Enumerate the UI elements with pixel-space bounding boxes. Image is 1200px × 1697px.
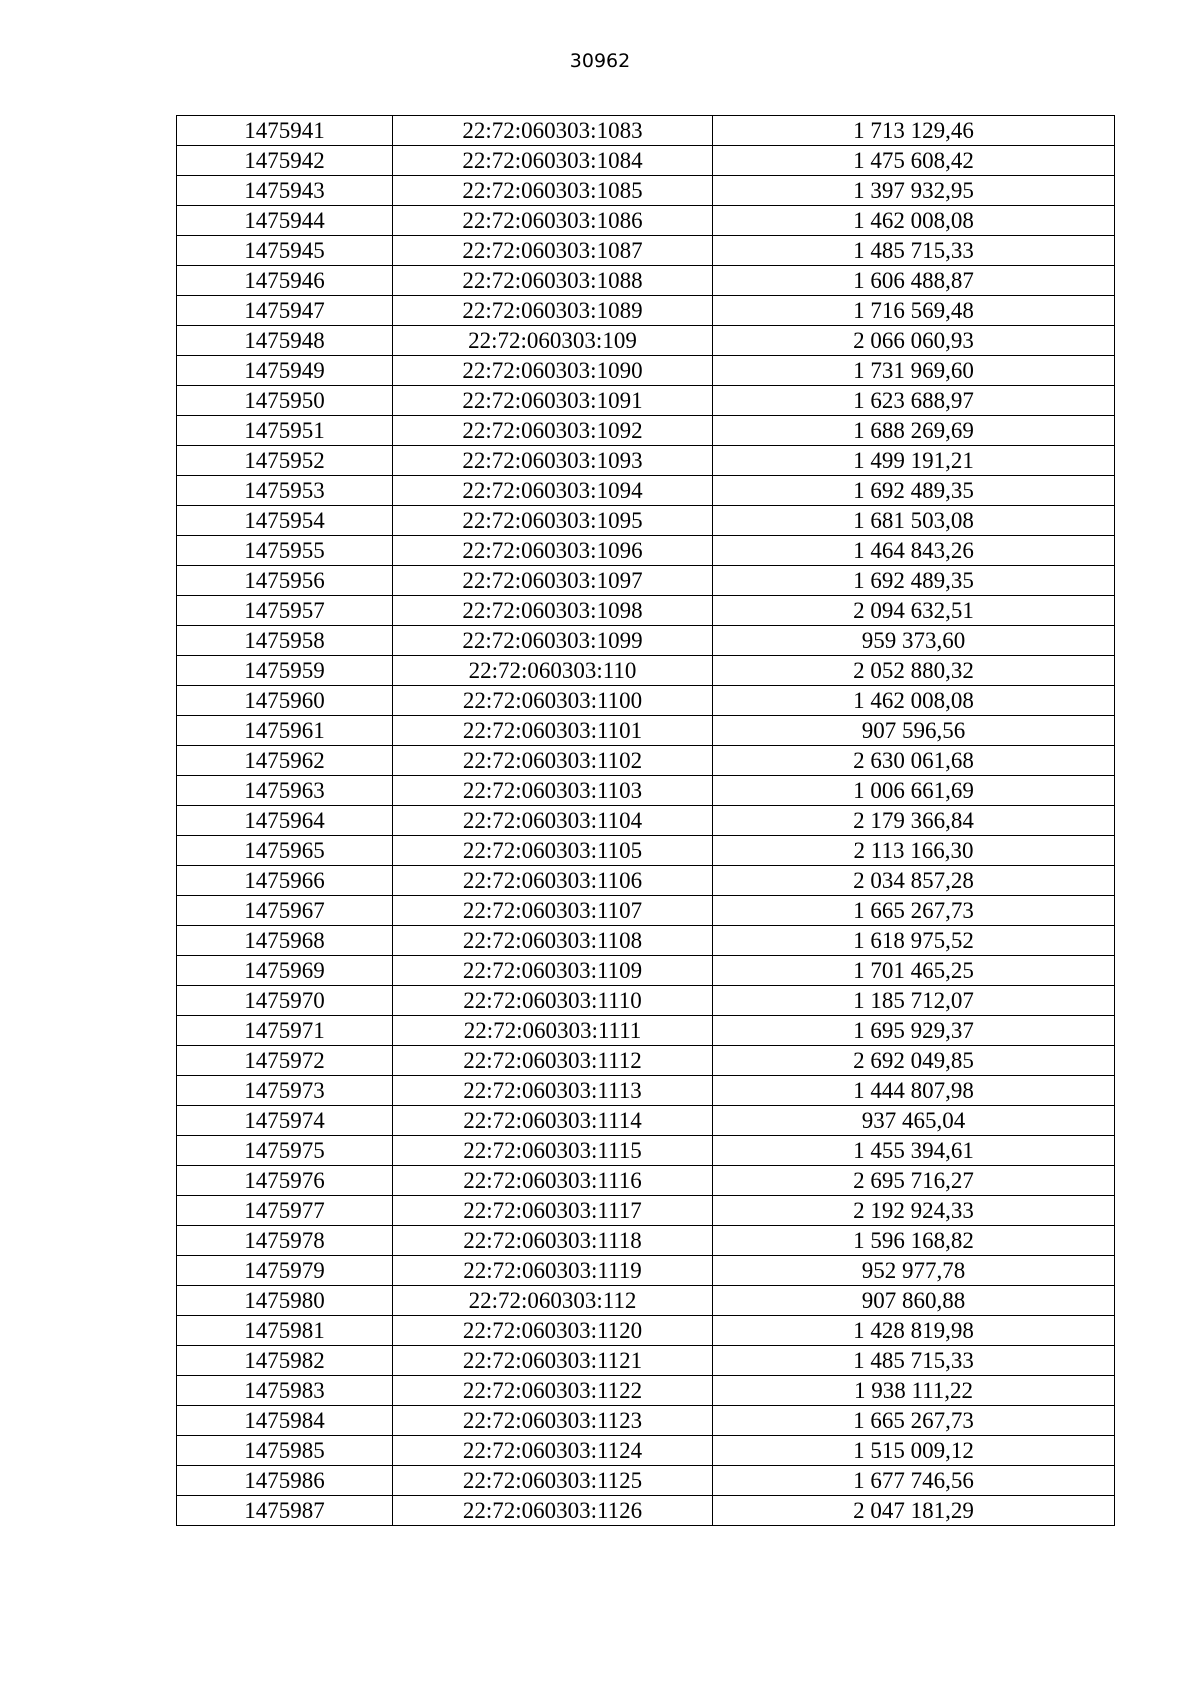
value-cell: 2 052 880,32 [713, 656, 1115, 686]
table-row [177, 956, 1115, 986]
value-cell: 1 462 008,08 [713, 206, 1115, 236]
value-cell: 1 618 975,52 [713, 926, 1115, 956]
row-number-cell: 1475946 [177, 266, 393, 296]
row-number-cell: 1475970 [177, 986, 393, 1016]
row-number-cell: 1475975 [177, 1136, 393, 1166]
cadastral-number-cell: 22:72:060303:1103 [393, 776, 713, 806]
table-row [177, 266, 1115, 296]
row-number-cell: 1475952 [177, 446, 393, 476]
row-number-cell: 1475962 [177, 746, 393, 776]
cadastral-number-cell: 22:72:060303:1095 [393, 506, 713, 536]
row-number-cell: 1475953 [177, 476, 393, 506]
value-cell: 1 485 715,33 [713, 1346, 1115, 1376]
row-number-cell: 1475979 [177, 1256, 393, 1286]
value-cell: 1 464 843,26 [713, 536, 1115, 566]
table-row [177, 536, 1115, 566]
value-cell: 907 596,56 [713, 716, 1115, 746]
table-row [177, 326, 1115, 356]
cadastral-number-cell: 22:72:060303:112 [393, 1286, 713, 1316]
page-number: 30962 [569, 50, 631, 72]
row-number-cell: 1475963 [177, 776, 393, 806]
row-number-cell: 1475966 [177, 866, 393, 896]
table-row [177, 1106, 1115, 1136]
cadastral-number-cell: 22:72:060303:1101 [393, 716, 713, 746]
cadastral-number-cell: 22:72:060303:1125 [393, 1466, 713, 1496]
row-number-cell: 1475948 [177, 326, 393, 356]
table-row [177, 1046, 1115, 1076]
cadastral-number-cell: 22:72:060303:1118 [393, 1226, 713, 1256]
row-number-cell: 1475959 [177, 656, 393, 686]
cadastral-number-cell: 22:72:060303:1113 [393, 1076, 713, 1106]
value-cell: 1 455 394,61 [713, 1136, 1115, 1166]
cadastral-number-cell: 22:72:060303:1085 [393, 176, 713, 206]
table-row [177, 1466, 1115, 1496]
cadastral-number-cell: 22:72:060303:1110 [393, 986, 713, 1016]
row-number-cell: 1475954 [177, 506, 393, 536]
cadastral-number-cell: 22:72:060303:1086 [393, 206, 713, 236]
value-cell: 2 695 716,27 [713, 1166, 1115, 1196]
value-cell: 1 606 488,87 [713, 266, 1115, 296]
value-cell: 2 047 181,29 [713, 1496, 1115, 1526]
value-cell: 2 692 049,85 [713, 1046, 1115, 1076]
cadastral-number-cell: 22:72:060303:1120 [393, 1316, 713, 1346]
table-row [177, 836, 1115, 866]
table-row [177, 1346, 1115, 1376]
table-row [177, 596, 1115, 626]
table-row [177, 116, 1115, 146]
row-number-cell: 1475956 [177, 566, 393, 596]
table-row [177, 656, 1115, 686]
row-number-cell: 1475942 [177, 146, 393, 176]
value-cell: 1 428 819,98 [713, 1316, 1115, 1346]
cadastral-number-cell: 22:72:060303:1116 [393, 1166, 713, 1196]
table-row [177, 146, 1115, 176]
cadastral-number-cell: 22:72:060303:1122 [393, 1376, 713, 1406]
table-row [177, 626, 1115, 656]
value-cell: 1 938 111,22 [713, 1376, 1115, 1406]
cadastral-number-cell: 22:72:060303:1114 [393, 1106, 713, 1136]
registry-table [176, 115, 1115, 1526]
table-row [177, 716, 1115, 746]
row-number-cell: 1475943 [177, 176, 393, 206]
row-number-cell: 1475958 [177, 626, 393, 656]
value-cell: 1 681 503,08 [713, 506, 1115, 536]
row-number-cell: 1475945 [177, 236, 393, 266]
cadastral-number-cell: 22:72:060303:1126 [393, 1496, 713, 1526]
value-cell: 937 465,04 [713, 1106, 1115, 1136]
cadastral-number-cell: 22:72:060303:1088 [393, 266, 713, 296]
row-number-cell: 1475980 [177, 1286, 393, 1316]
table-row [177, 1316, 1115, 1346]
value-cell: 1 006 661,69 [713, 776, 1115, 806]
cadastral-number-cell: 22:72:060303:1096 [393, 536, 713, 566]
value-cell: 1 596 168,82 [713, 1226, 1115, 1256]
table-row [177, 1376, 1115, 1406]
cadastral-number-cell: 22:72:060303:1124 [393, 1436, 713, 1466]
value-cell: 1 716 569,48 [713, 296, 1115, 326]
cadastral-number-cell: 22:72:060303:109 [393, 326, 713, 356]
cadastral-number-cell: 22:72:060303:1091 [393, 386, 713, 416]
table-row [177, 1226, 1115, 1256]
cadastral-number-cell: 22:72:060303:1083 [393, 116, 713, 146]
value-cell: 2 179 366,84 [713, 806, 1115, 836]
table-row [177, 296, 1115, 326]
value-cell: 959 373,60 [713, 626, 1115, 656]
table-row [177, 866, 1115, 896]
value-cell: 1 688 269,69 [713, 416, 1115, 446]
row-number-cell: 1475944 [177, 206, 393, 236]
cadastral-number-cell: 22:72:060303:1090 [393, 356, 713, 386]
table-row [177, 806, 1115, 836]
row-number-cell: 1475961 [177, 716, 393, 746]
value-cell: 1 665 267,73 [713, 896, 1115, 926]
table-row [177, 236, 1115, 266]
cadastral-number-cell: 22:72:060303:1093 [393, 446, 713, 476]
table-row [177, 1196, 1115, 1226]
table-row [177, 1166, 1115, 1196]
cadastral-number-cell: 22:72:060303:1117 [393, 1196, 713, 1226]
value-cell: 1 695 929,37 [713, 1016, 1115, 1046]
registry-table-body [177, 116, 1115, 1526]
value-cell: 952 977,78 [713, 1256, 1115, 1286]
value-cell: 1 677 746,56 [713, 1466, 1115, 1496]
table-row [177, 1016, 1115, 1046]
row-number-cell: 1475981 [177, 1316, 393, 1346]
row-number-cell: 1475955 [177, 536, 393, 566]
table-row [177, 386, 1115, 416]
cadastral-number-cell: 22:72:060303:1089 [393, 296, 713, 326]
value-cell: 2 066 060,93 [713, 326, 1115, 356]
table-row [177, 746, 1115, 776]
row-number-cell: 1475978 [177, 1226, 393, 1256]
row-number-cell: 1475941 [177, 116, 393, 146]
table-row [177, 1406, 1115, 1436]
cadastral-number-cell: 22:72:060303:1105 [393, 836, 713, 866]
row-number-cell: 1475982 [177, 1346, 393, 1376]
table-row [177, 1136, 1115, 1166]
row-number-cell: 1475967 [177, 896, 393, 926]
value-cell: 1 713 129,46 [713, 116, 1115, 146]
cadastral-number-cell: 22:72:060303:1092 [393, 416, 713, 446]
value-cell: 1 515 009,12 [713, 1436, 1115, 1466]
row-number-cell: 1475949 [177, 356, 393, 386]
value-cell: 1 485 715,33 [713, 236, 1115, 266]
cadastral-number-cell: 22:72:060303:1107 [393, 896, 713, 926]
table-row [177, 776, 1115, 806]
row-number-cell: 1475976 [177, 1166, 393, 1196]
table-row [177, 176, 1115, 206]
row-number-cell: 1475985 [177, 1436, 393, 1466]
row-number-cell: 1475973 [177, 1076, 393, 1106]
table-row [177, 1436, 1115, 1466]
row-number-cell: 1475965 [177, 836, 393, 866]
row-number-cell: 1475974 [177, 1106, 393, 1136]
cadastral-number-cell: 22:72:060303:1097 [393, 566, 713, 596]
cadastral-number-cell: 22:72:060303:1112 [393, 1046, 713, 1076]
value-cell: 1 692 489,35 [713, 566, 1115, 596]
cadastral-number-cell: 22:72:060303:1100 [393, 686, 713, 716]
row-number-cell: 1475984 [177, 1406, 393, 1436]
table-row [177, 926, 1115, 956]
cadastral-number-cell: 22:72:060303:110 [393, 656, 713, 686]
row-number-cell: 1475969 [177, 956, 393, 986]
table-row [177, 356, 1115, 386]
row-number-cell: 1475977 [177, 1196, 393, 1226]
cadastral-number-cell: 22:72:060303:1087 [393, 236, 713, 266]
cadastral-number-cell: 22:72:060303:1094 [393, 476, 713, 506]
table-row [177, 446, 1115, 476]
cadastral-number-cell: 22:72:060303:1099 [393, 626, 713, 656]
table-row [177, 416, 1115, 446]
cadastral-number-cell: 22:72:060303:1098 [393, 596, 713, 626]
cadastral-number-cell: 22:72:060303:1119 [393, 1256, 713, 1286]
table-row [177, 896, 1115, 926]
cadastral-number-cell: 22:72:060303:1108 [393, 926, 713, 956]
table-row [177, 986, 1115, 1016]
value-cell: 1 623 688,97 [713, 386, 1115, 416]
cadastral-number-cell: 22:72:060303:1123 [393, 1406, 713, 1436]
row-number-cell: 1475957 [177, 596, 393, 626]
value-cell: 1 444 807,98 [713, 1076, 1115, 1106]
value-cell: 907 860,88 [713, 1286, 1115, 1316]
value-cell: 2 630 061,68 [713, 746, 1115, 776]
table-row [177, 206, 1115, 236]
value-cell: 1 692 489,35 [713, 476, 1115, 506]
row-number-cell: 1475947 [177, 296, 393, 326]
value-cell: 1 475 608,42 [713, 146, 1115, 176]
cadastral-number-cell: 22:72:060303:1104 [393, 806, 713, 836]
value-cell: 2 113 166,30 [713, 836, 1115, 866]
value-cell: 1 397 932,95 [713, 176, 1115, 206]
value-cell: 1 665 267,73 [713, 1406, 1115, 1436]
row-number-cell: 1475983 [177, 1376, 393, 1406]
value-cell: 1 185 712,07 [713, 986, 1115, 1016]
table-row [177, 566, 1115, 596]
table-row [177, 1076, 1115, 1106]
value-cell: 1 499 191,21 [713, 446, 1115, 476]
row-number-cell: 1475964 [177, 806, 393, 836]
table-row [177, 1496, 1115, 1526]
row-number-cell: 1475968 [177, 926, 393, 956]
cadastral-number-cell: 22:72:060303:1121 [393, 1346, 713, 1376]
value-cell: 2 034 857,28 [713, 866, 1115, 896]
row-number-cell: 1475971 [177, 1016, 393, 1046]
value-cell: 2 094 632,51 [713, 596, 1115, 626]
cadastral-number-cell: 22:72:060303:1102 [393, 746, 713, 776]
table-row [177, 476, 1115, 506]
row-number-cell: 1475960 [177, 686, 393, 716]
cadastral-number-cell: 22:72:060303:1115 [393, 1136, 713, 1166]
value-cell: 1 462 008,08 [713, 686, 1115, 716]
value-cell: 1 731 969,60 [713, 356, 1115, 386]
row-number-cell: 1475986 [177, 1466, 393, 1496]
row-number-cell: 1475987 [177, 1496, 393, 1526]
table-row [177, 686, 1115, 716]
table-row [177, 1286, 1115, 1316]
cadastral-number-cell: 22:72:060303:1084 [393, 146, 713, 176]
cadastral-number-cell: 22:72:060303:1109 [393, 956, 713, 986]
table-row [177, 1256, 1115, 1286]
row-number-cell: 1475951 [177, 416, 393, 446]
cadastral-number-cell: 22:72:060303:1106 [393, 866, 713, 896]
value-cell: 2 192 924,33 [713, 1196, 1115, 1226]
row-number-cell: 1475950 [177, 386, 393, 416]
row-number-cell: 1475972 [177, 1046, 393, 1076]
value-cell: 1 701 465,25 [713, 956, 1115, 986]
cadastral-number-cell: 22:72:060303:1111 [393, 1016, 713, 1046]
table-row [177, 506, 1115, 536]
